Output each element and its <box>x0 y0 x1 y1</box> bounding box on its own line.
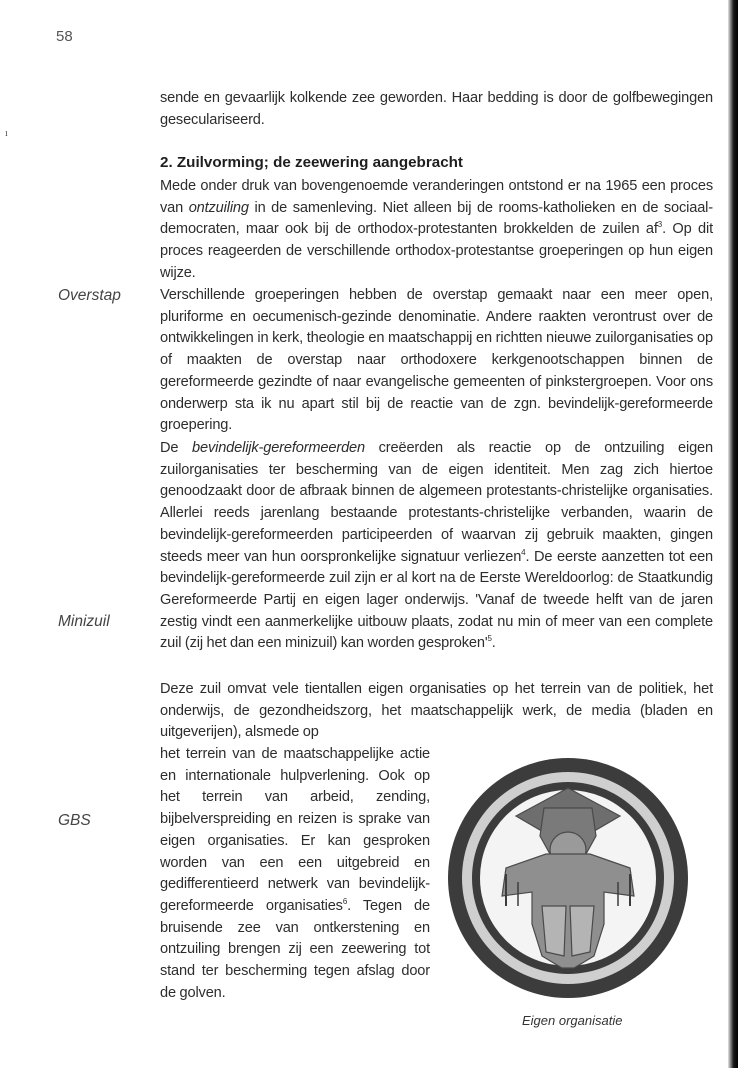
p2-text: Verschillende groeperingen hebben de overstap gemaakt naar een meer open, pluriforme en oecumenisch-gezinde denominatie. Andere raakten verontrust over de ontwikkelingen in kerk, theologie en maatschappij en richtten nieuwe zuilorganisaties op of maakten de overstap naar orthodoxere kerkgenootschappen binnen de gereformeerde gezindte of naar evangelische gemeenten of pinkstergroepen. Voor ons onderwerp sta ik nu apart stil bij de reactie van de zgn. bevindelijk-gereformeerde groepering. <box>160 287 713 434</box>
organisation-emblem-figure <box>446 756 691 1001</box>
paragraph-4-narrow <box>160 744 430 1004</box>
p3-text-d: . <box>491 635 496 652</box>
emblem-illustration <box>446 756 691 1001</box>
p4-text-narrow-a: het terrein van de maatschappelijke actie en internationale hulpverlening. Ook op het terrein van arbeid, zending, bijbelverspreiding en reizen is sprake van eigen organisaties. Er kan gesproken worden van een een uitgebreid en gedifferentieerd netwerk van bevindelijk-gereformeerde organisaties <box>160 746 430 914</box>
intro-paragraph <box>160 88 713 131</box>
intro-text: sende en gevaarlijk kolkende zee geworden. Haar bedding is door de golfbewegingen geseculariseerd. <box>160 90 713 128</box>
p1-text-b: in de samenleving. Niet alleen bij de rooms-katholieken en de sociaal-democraten, maar ook bij de orthodox-protestanten brokkelden de zuilen af <box>160 199 713 238</box>
figure-caption: Eigen organisatie <box>522 1013 623 1028</box>
section-heading: 2. Zuilvorming; de zeewering aangebracht <box>160 154 463 171</box>
footnote-6: 6 <box>342 897 348 907</box>
page-number: 58 <box>56 28 73 45</box>
p3-emphasis: bevindelijk-gereformeerden <box>192 440 365 456</box>
p1-text-c: . Op dit proces reageerden de verschillende orthodox-protestantse groeperingen op hun eigen wijze. <box>160 221 714 281</box>
emblem-left-panel <box>542 906 566 956</box>
p3-text-a: De <box>160 440 193 456</box>
margin-tick: ı <box>5 128 8 139</box>
footnote-4: 4 <box>521 547 526 557</box>
footnote-3: 3 <box>657 220 663 230</box>
p4-text-narrow-b: . Tegen de bruisende zee van ontkerstening en ontzuiling brengen zij een zeewering tot stand ter bescherming tegen afslag door de golven. <box>160 897 430 1001</box>
p3-text-c: . De eerste aanzetten tot een bevindelijk-gereformeerde zuil zijn er al kort na de Eerste Wereldoorlog: de Staatkundig Gereformeerde Partij en eigen lager onderwijs. 'Vanaf de tweede helft van de jaren zestig vindt een aanmerkelijke uitbouw plaats, zodat nu min of meer van een complete zuil (zij het dan een minizuil) kan worden gesproken' <box>160 548 713 652</box>
paragraph-1 <box>160 176 713 285</box>
margin-note-minizuil: Minizuil <box>58 613 110 630</box>
paragraph-2 <box>160 285 713 437</box>
p1-text-a: Mede onder druk van bovengenoemde veranderingen ontstond er na 1965 een proces van <box>160 178 713 216</box>
margin-note-overstap: Overstap <box>58 287 121 304</box>
paragraph-3 <box>160 438 713 655</box>
p4-text-full: Deze zuil omvat vele tientallen eigen organisaties op het terrein van de politiek, het onderwijs, de gezondheidszorg, het maatschappelijk werk, de media (bladen en uitgeverijen), alsmede op <box>160 681 713 741</box>
p1-emphasis: ontzuiling <box>188 199 249 216</box>
p3-text-b: creëerden als reactie op de ontzuiling eigen zuilorganisaties ter bescherming van de eigen identiteit. Men zag zich hiertoe genoodzaakt door de afbraak binnen de algemeen protestants-christelijke organisaties. Allerlei reeds jarenlang bestaande protestants-christelijke verbanden, waarin de bevindelijk-gereformeerden participeerden of waarvan zij gebruik maakten, gingen steeds meer van hun oorspronkelijke signatuur verliezen <box>160 440 713 565</box>
paragraph-4 <box>160 679 713 744</box>
emblem-right-panel <box>570 906 594 956</box>
margin-note-gbs: GBS <box>58 812 91 829</box>
footnote-5: 5 <box>487 634 492 644</box>
page-edge-shadow <box>728 0 738 1068</box>
